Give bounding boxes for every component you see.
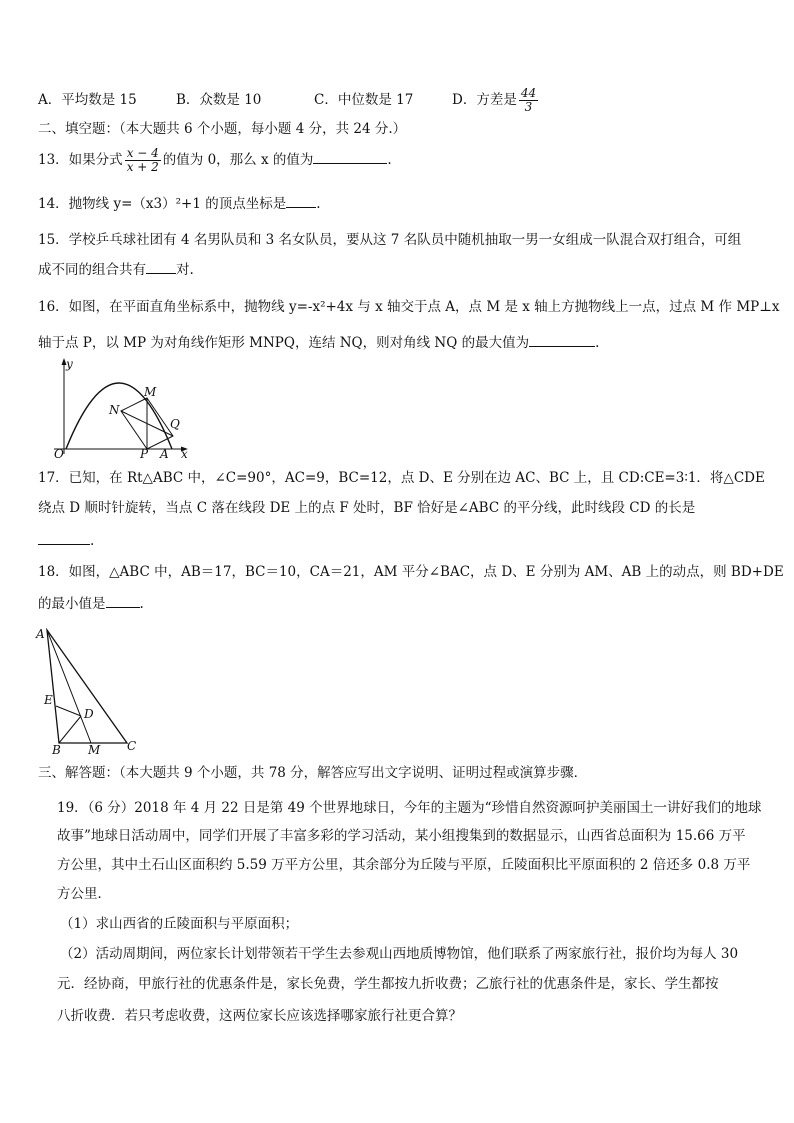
section-3-heading: 三、解答题：（本大题共 9 个小题，共 78 分，解答应写出文字说明、证明过程或演算步骤． [38,765,588,781]
label-e: E [44,693,53,707]
label-b: B [52,743,61,756]
label-m: M [88,743,101,756]
question-19-part-2-line-2: 元．经协商，甲旅行社的优惠条件是，家长免费，学生都按九折收费；乙旅行社的优惠条件是，家长、学生都按 [57,976,719,992]
q16-prefix: 轴于点 P，以 MP 为对角线作矩形 MNPQ，连结 NQ，则对角线 NQ 的最大值为 [38,335,530,351]
label-c: C [127,739,137,753]
label-y: y [66,357,73,371]
question-16-line-2 [38,332,758,353]
q13-fraction [125,147,161,174]
option-d-label: D．方差是 [452,92,517,108]
question-17-line-2: 绕点 D 顺时针旋转，当点 C 落在线段 DE 上的点 F 处时，BF 恰好是∠ABC 的平分线，此时线段 CD 的长是 [38,500,696,516]
q16-suffix: . [595,335,600,351]
answer-blank [106,593,140,608]
label-o: O [54,447,64,460]
option-c: C．中位数是 17 [314,92,414,108]
question-13 [38,147,758,174]
label-d: D [84,707,94,721]
answer-blank [146,259,176,274]
option-b: B．众数是 10 [176,92,262,108]
fraction-denominator: x + 2 [126,160,159,174]
q18-prefix: 的最小值是 [38,596,106,612]
q17-suffix: . [90,533,95,549]
option-a: A．平均数是 15 [38,92,137,108]
q12-options [38,87,758,114]
question-19-part-2-line-1: （2）活动周期间，两位家长计划带领若干学生去参观山西地质博物馆，他们联系了两家旅行社，报价均为每人 30 [60,946,739,962]
question-19-line-2: 故事”地球日活动周中，同学们开展了丰富多彩的学习活动，某小组搜集到的数据显示，山西省总面积为 15.66 万平 [57,828,746,844]
question-17-line-1: 17．已知，在 Rt△ABC 中，∠C=90°，AC=9，BC=12，点 D、E 分别在边 AC、BC 上，且 CD:CE=3∶1．将△CDE [38,470,765,486]
question-18-line-2 [38,593,758,614]
label-p: P [140,447,149,460]
label-m: M [144,385,157,399]
label-q: Q [170,417,180,431]
fraction-denominator: 3 [524,100,533,114]
answer-blank [286,193,316,208]
question-16-line-1: 16．如图，在平面直角坐标系中，抛物线 y=-x²+4x 与 x 轴交于点 A，点 M 是 x 轴上方抛物线上一点，过点 M 作 MP⊥x [38,299,780,315]
option-d [452,87,538,114]
answer-blank [313,149,387,164]
question-17-line-3 [38,530,758,551]
question-14 [38,193,758,214]
q14-end: . [316,196,321,212]
label-a: A [160,447,169,460]
q18-triangle-figure [34,622,142,756]
q14-text: 14．抛物线 y=（x3）²+1 的顶点坐标是 [38,196,287,212]
q13-prefix: 13．如果分式 [38,152,123,168]
question-19-line-1: 19．（6 分）2018 年 4 月 22 日是第 49 个世界地球日，今年的主题为“珍惜自然资源呵护美丽国土一讲好我们的地球 [57,800,762,816]
question-15-line-2 [38,259,758,280]
q16-parabola-figure [48,354,198,460]
fraction-numerator: x − 4 [126,146,159,160]
q13-end: . [387,152,392,168]
triangle-abc [47,630,127,743]
q18-suffix: . [139,596,144,612]
question-19-part-1: （1）求山西省的丘陵面积与平原面积； [60,916,299,932]
question-19-line-3: 方公里，其中土石山区面积约 5.59 万平方公里，其余部分为丘陵与平原，丘陵面积比平原面积的 2 倍还多 0.8 万平 [57,857,751,873]
section-2-heading: 二、填空题：（本大题共 6 个小题，每小题 4 分，共 24 分.） [38,121,407,137]
answer-blank [529,332,595,347]
fraction-numerator: 44 [520,86,537,100]
label-n: N [109,403,120,417]
label-a: A [36,627,45,641]
q13-suffix: 的值为 0，那么 x 的值为 [162,152,314,168]
segment-bd [59,716,81,743]
question-15-line-1: 15．学校乒乓球社团有 4 名男队员和 3 名女队员，要从这 7 名队员中随机抽取一男一女组成一队混合双打组合，可组 [38,232,742,248]
q15-suffix: 对. [176,262,194,278]
question-19-part-2-line-3: 八折收费．若只考虑收费，这两位家长应该选择哪家旅行社更合算？ [57,1008,462,1024]
question-19-line-4: 方公里． [57,886,111,902]
option-d-fraction [519,87,538,114]
q15-prefix: 成不同的组合共有 [38,262,146,278]
label-x: x [181,447,188,460]
answer-blank [38,530,90,545]
question-18-line-1: 18．如图，△ABC 中，AB＝17，BC＝10，CA＝21，AM 平分∠BAC，点 D、E 分别为 AM、AB 上的动点，则 BD+DE [38,564,784,580]
